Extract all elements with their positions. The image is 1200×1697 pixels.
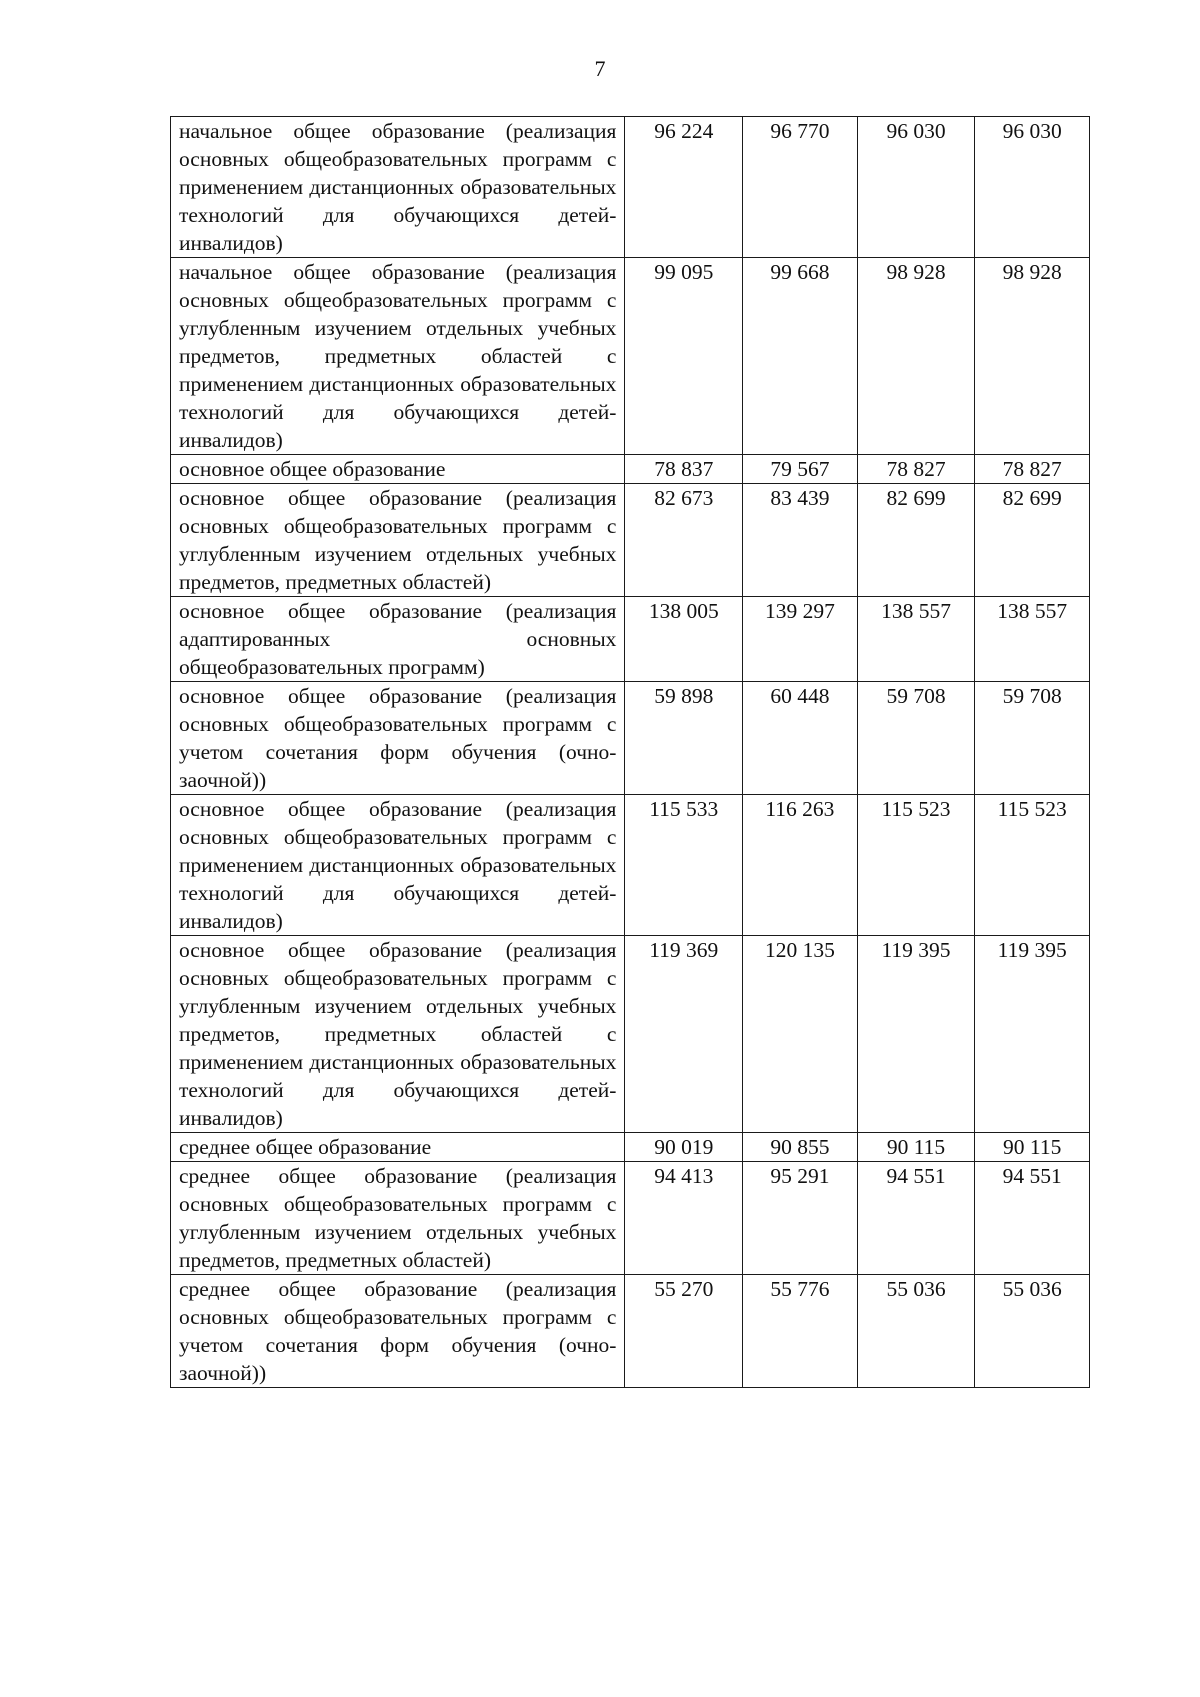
row-description: основное общее образование (реализация основных общеобразовательных программ с применением дистанционных образовательных технологий для обучающихся детей-инвалидов) bbox=[171, 795, 625, 936]
row-description: начальное общее образование (реализация основных общеобразовательных программ с углубленным изучением отдельных учебных предметов, предметных областей с применением дистанционных образовательных технологий для обучающихся детей-инвалидов) bbox=[171, 258, 625, 455]
row-description: основное общее образование (реализация адаптированных основных общеобразовательных программ) bbox=[171, 597, 625, 682]
value-cell: 90 115 bbox=[857, 1133, 975, 1162]
value-cell: 82 699 bbox=[975, 484, 1090, 597]
value-cell: 115 523 bbox=[975, 795, 1090, 936]
value-cell: 119 395 bbox=[975, 936, 1090, 1133]
value-cell: 82 699 bbox=[857, 484, 975, 597]
value-cell: 115 533 bbox=[625, 795, 743, 936]
value-cell: 55 776 bbox=[743, 1275, 858, 1388]
value-cell: 120 135 bbox=[743, 936, 858, 1133]
value-cell: 94 551 bbox=[857, 1162, 975, 1275]
value-cell: 96 030 bbox=[857, 117, 975, 258]
value-cell: 95 291 bbox=[743, 1162, 858, 1275]
value-cell: 79 567 bbox=[743, 455, 858, 484]
value-cell: 55 036 bbox=[975, 1275, 1090, 1388]
table-row bbox=[171, 484, 1090, 597]
value-cell: 55 036 bbox=[857, 1275, 975, 1388]
row-description: основное общее образование (реализация основных общеобразовательных программ с углубленным изучением отдельных учебных предметов, предметных областей с применением дистанционных образовательных технологий для обучающихся детей-инвалидов) bbox=[171, 936, 625, 1133]
value-cell: 119 369 bbox=[625, 936, 743, 1133]
value-cell: 138 557 bbox=[975, 597, 1090, 682]
table-row bbox=[171, 936, 1090, 1133]
value-cell: 119 395 bbox=[857, 936, 975, 1133]
row-description: среднее общее образование bbox=[171, 1133, 625, 1162]
value-cell: 83 439 bbox=[743, 484, 858, 597]
value-cell: 94 413 bbox=[625, 1162, 743, 1275]
value-cell: 59 708 bbox=[975, 682, 1090, 795]
table-row bbox=[171, 455, 1090, 484]
table-row bbox=[171, 1133, 1090, 1162]
value-cell: 59 708 bbox=[857, 682, 975, 795]
row-description: среднее общее образование (реализация основных общеобразовательных программ с учетом сочетания форм обучения (очно-заочной)) bbox=[171, 1275, 625, 1388]
value-cell: 98 928 bbox=[857, 258, 975, 455]
table-body bbox=[171, 117, 1090, 1388]
table-row bbox=[171, 1162, 1090, 1275]
table-row bbox=[171, 117, 1090, 258]
value-cell: 99 668 bbox=[743, 258, 858, 455]
value-cell: 78 837 bbox=[625, 455, 743, 484]
value-cell: 60 448 bbox=[743, 682, 858, 795]
table-row bbox=[171, 682, 1090, 795]
data-table bbox=[170, 116, 1090, 1388]
value-cell: 90 019 bbox=[625, 1133, 743, 1162]
value-cell: 115 523 bbox=[857, 795, 975, 936]
table-row bbox=[171, 258, 1090, 455]
value-cell: 82 673 bbox=[625, 484, 743, 597]
value-cell: 94 551 bbox=[975, 1162, 1090, 1275]
value-cell: 78 827 bbox=[975, 455, 1090, 484]
row-description: основное общее образование (реализация основных общеобразовательных программ с углубленным изучением отдельных учебных предметов, предметных областей) bbox=[171, 484, 625, 597]
value-cell: 98 928 bbox=[975, 258, 1090, 455]
row-description: основное общее образование bbox=[171, 455, 625, 484]
value-cell: 78 827 bbox=[857, 455, 975, 484]
value-cell: 99 095 bbox=[625, 258, 743, 455]
value-cell: 96 770 bbox=[743, 117, 858, 258]
value-cell: 138 005 bbox=[625, 597, 743, 682]
value-cell: 139 297 bbox=[743, 597, 858, 682]
row-description: основное общее образование (реализация основных общеобразовательных программ с учетом сочетания форм обучения (очно-заочной)) bbox=[171, 682, 625, 795]
value-cell: 90 855 bbox=[743, 1133, 858, 1162]
value-cell: 96 030 bbox=[975, 117, 1090, 258]
table-row bbox=[171, 795, 1090, 936]
value-cell: 96 224 bbox=[625, 117, 743, 258]
value-cell: 90 115 bbox=[975, 1133, 1090, 1162]
value-cell: 55 270 bbox=[625, 1275, 743, 1388]
table-row bbox=[171, 1275, 1090, 1388]
row-description: начальное общее образование (реализация основных общеобразовательных программ с применением дистанционных образовательных технологий для обучающихся детей-инвалидов) bbox=[171, 117, 625, 258]
value-cell: 59 898 bbox=[625, 682, 743, 795]
table-row bbox=[171, 597, 1090, 682]
page-number: 7 bbox=[594, 56, 606, 81]
value-cell: 116 263 bbox=[743, 795, 858, 936]
value-cell: 138 557 bbox=[857, 597, 975, 682]
row-description: среднее общее образование (реализация основных общеобразовательных программ с углубленным изучением отдельных учебных предметов, предметных областей) bbox=[171, 1162, 625, 1275]
